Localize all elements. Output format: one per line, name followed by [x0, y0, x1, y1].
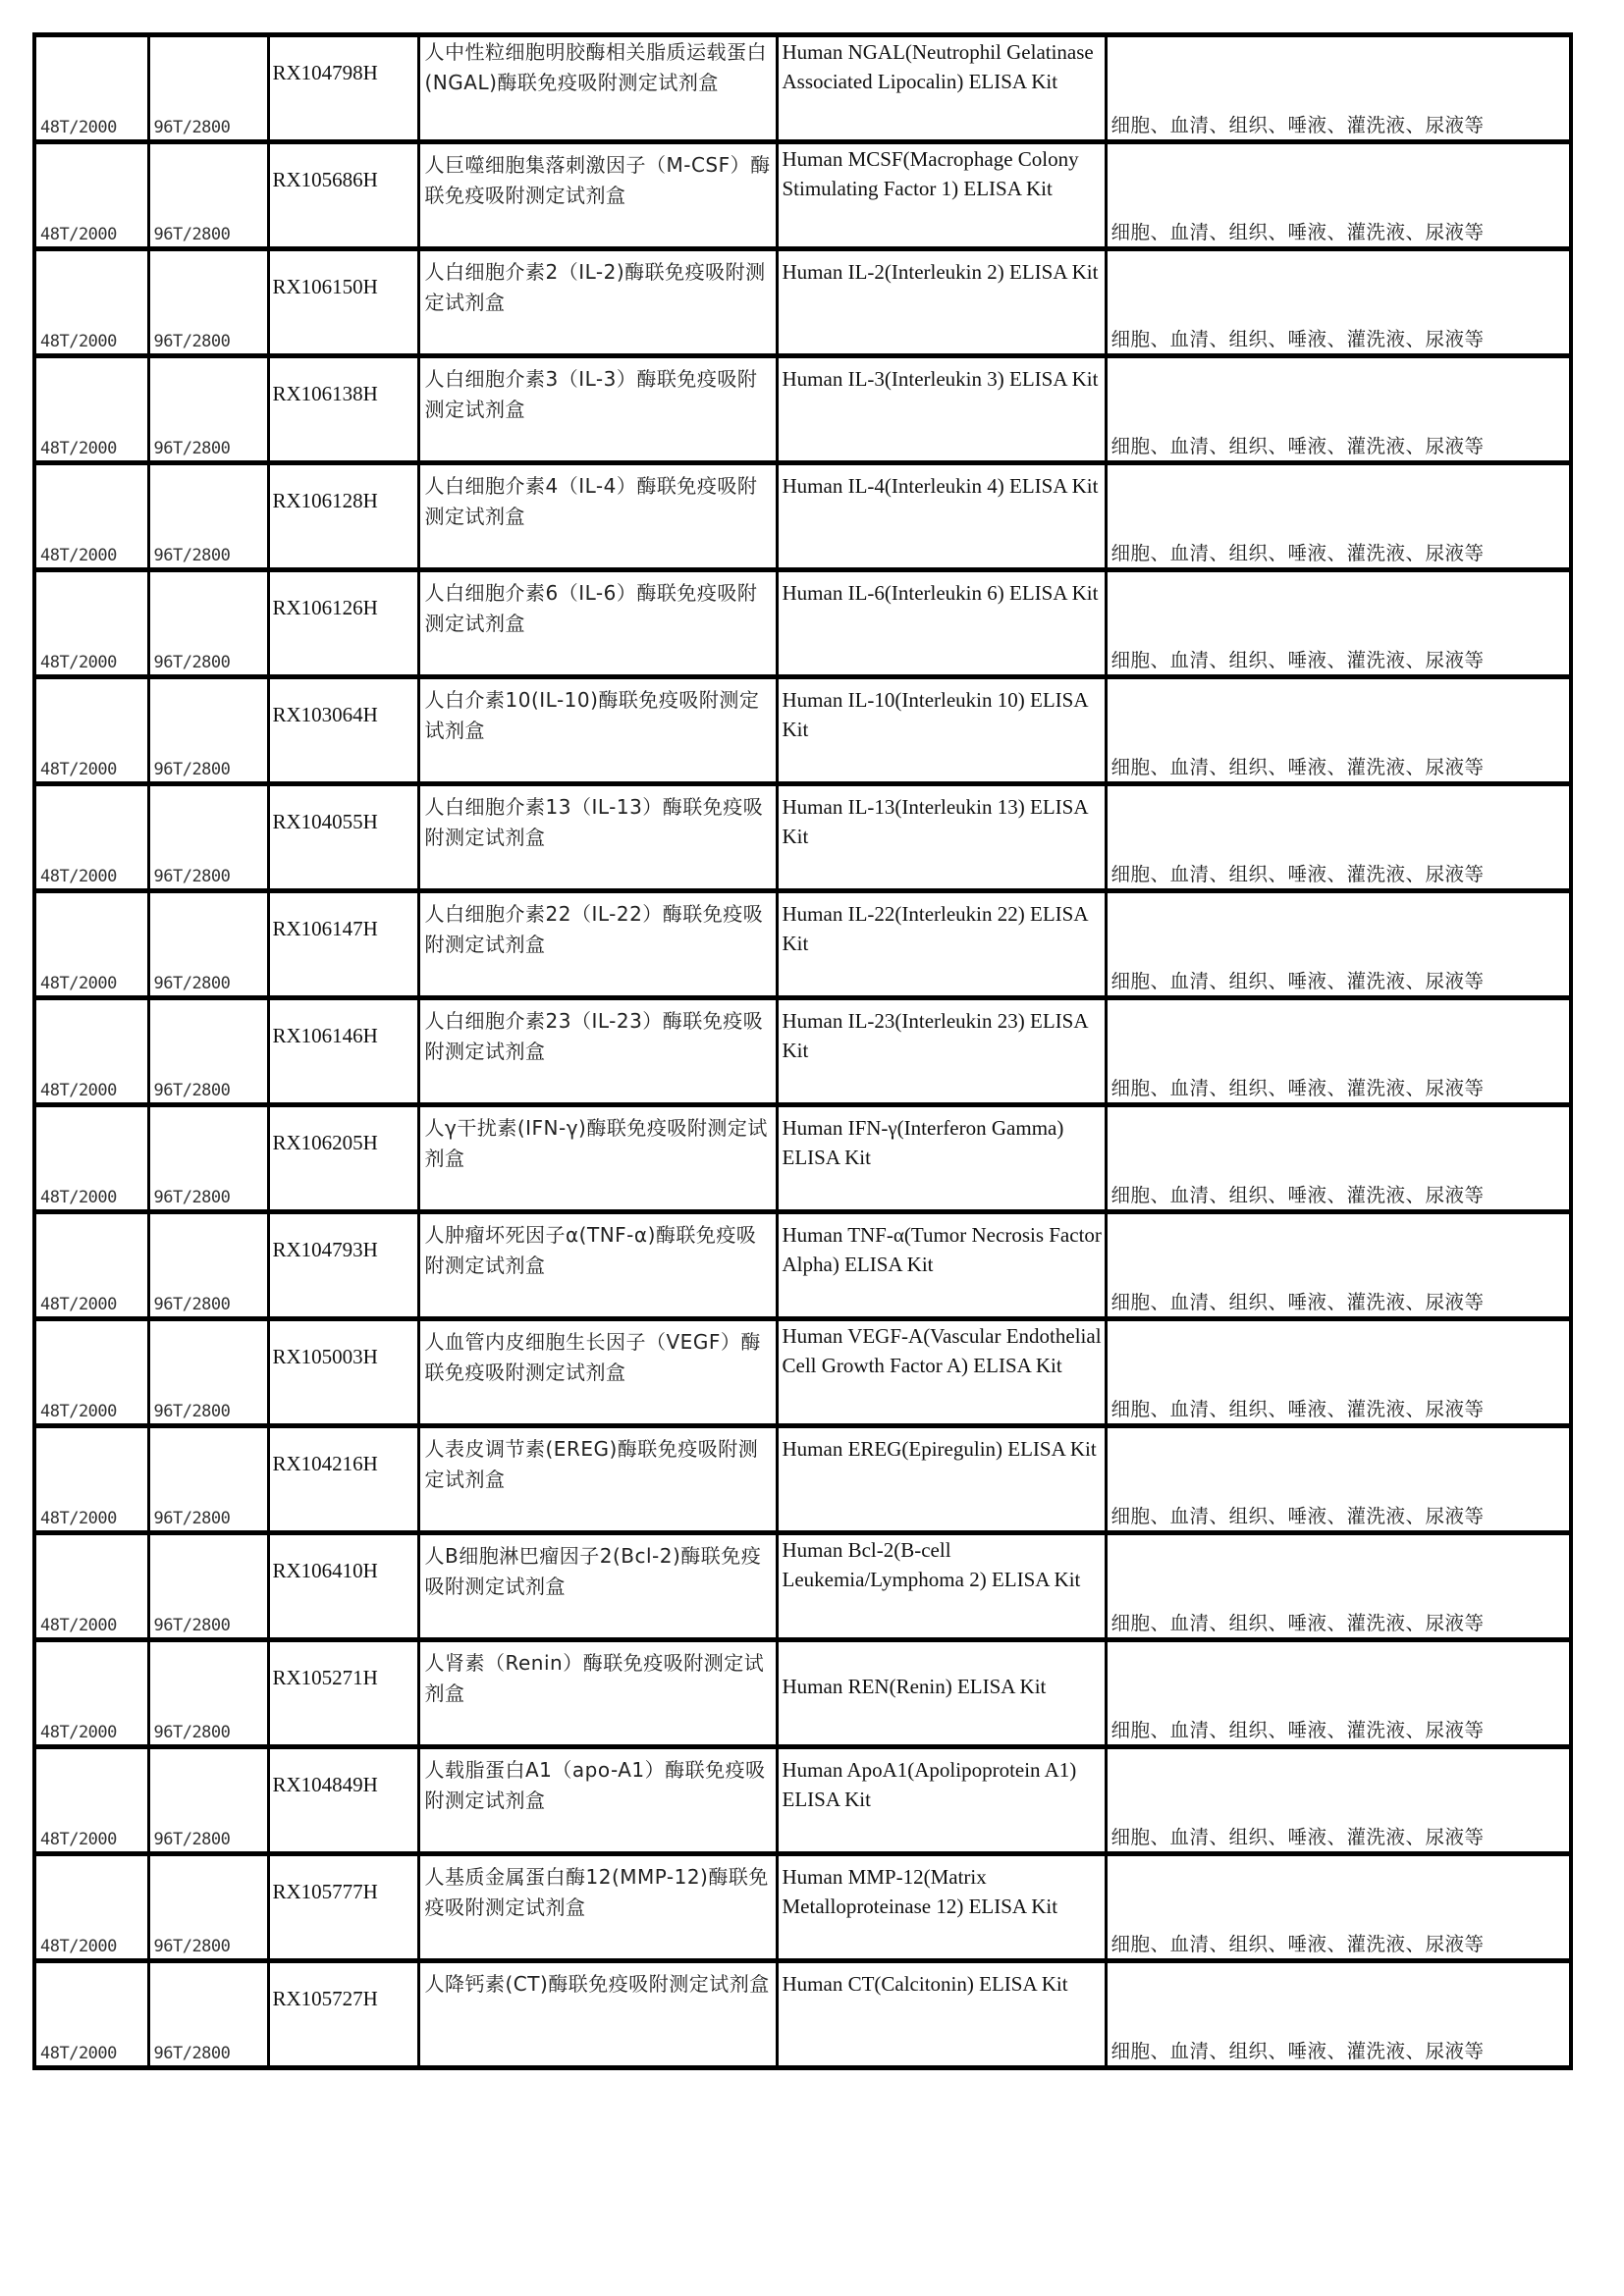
sample-types-cell	[1106, 891, 1571, 998]
spec-96: 96T/2800	[153, 760, 231, 779]
chinese-name-cell	[418, 1212, 777, 1319]
spec-96-cell	[148, 998, 268, 1105]
spec-96-cell	[148, 570, 268, 677]
sample-types: 细胞、血清、组织、唾液、灌洗液、尿液等	[1110, 1184, 1485, 1206]
english-name: Human REN(Renin) ELISA Kit	[782, 1675, 1047, 1698]
catalog-code-cell	[268, 249, 418, 356]
sample-types: 细胞、血清、组织、唾液、灌洗液、尿液等	[1110, 2040, 1485, 2062]
spec-48-cell	[34, 998, 148, 1105]
catalog-code: RX104849H	[272, 1773, 378, 1796]
spec-96: 96T/2800	[153, 1295, 231, 1314]
spec-96: 96T/2800	[153, 118, 231, 137]
sample-types-cell	[1106, 249, 1571, 356]
sample-types: 细胞、血清、组织、唾液、灌洗液、尿液等	[1110, 542, 1485, 564]
chinese-name: 人γ干扰素(IFN-γ)酶联免疫吸附测定试剂盒	[424, 1116, 768, 1170]
catalog-code-cell	[268, 1212, 418, 1319]
table-row	[34, 142, 1571, 249]
sample-types: 细胞、血清、组织、唾液、灌洗液、尿液等	[1110, 970, 1485, 992]
spec-96: 96T/2800	[153, 867, 231, 886]
catalog-code-cell	[268, 1533, 418, 1640]
spec-96-cell	[148, 249, 268, 356]
spec-48: 48T/2000	[40, 1402, 117, 1421]
sample-types: 细胞、血清、组织、唾液、灌洗液、尿液等	[1110, 1612, 1485, 1634]
sample-types-cell	[1106, 677, 1571, 784]
spec-48: 48T/2000	[40, 439, 117, 458]
english-name: Human IL-6(Interleukin 6) ELISA Kit	[782, 581, 1099, 605]
spec-48-cell	[34, 784, 148, 891]
english-name-cell	[777, 1426, 1106, 1533]
chinese-name-cell	[418, 142, 777, 249]
chinese-name: 人肿瘤坏死因子α(TNF-α)酶联免疫吸附测定试剂盒	[424, 1223, 757, 1277]
spec-48: 48T/2000	[40, 1081, 117, 1100]
table-row	[34, 1105, 1571, 1212]
english-name-cell	[777, 998, 1106, 1105]
catalog-code-cell	[268, 1105, 418, 1212]
spec-96: 96T/2800	[153, 1402, 231, 1421]
spec-48-cell	[34, 142, 148, 249]
english-name: Human IL-4(Interleukin 4) ELISA Kit	[782, 474, 1099, 498]
table-row	[34, 1319, 1571, 1426]
spec-96-cell	[148, 142, 268, 249]
catalog-code-cell	[268, 1747, 418, 1854]
english-name: Human IFN-γ(Interferon Gamma) ELISA Kit	[782, 1116, 1064, 1169]
table-row	[34, 784, 1571, 891]
catalog-code: RX105686H	[272, 168, 378, 191]
table-row	[34, 463, 1571, 570]
catalog-code-cell	[268, 570, 418, 677]
spec-48-cell	[34, 1961, 148, 2068]
spec-96: 96T/2800	[153, 653, 231, 672]
spec-96-cell	[148, 1105, 268, 1212]
spec-48-cell	[34, 1319, 148, 1426]
chinese-name: 人基质金属蛋白酶12(MMP-12)酶联免疫吸附测定试剂盒	[424, 1865, 769, 1919]
sample-types: 细胞、血清、组织、唾液、灌洗液、尿液等	[1110, 1719, 1485, 1741]
spec-48: 48T/2000	[40, 1937, 117, 1956]
table-row	[34, 998, 1571, 1105]
sample-types: 细胞、血清、组织、唾液、灌洗液、尿液等	[1110, 328, 1485, 350]
english-name-cell	[777, 1319, 1106, 1426]
spec-48-cell	[34, 570, 148, 677]
spec-48-cell	[34, 1747, 148, 1854]
chinese-name: 人白细胞介素3（IL-3）酶联免疫吸附测定试剂盒	[424, 367, 758, 421]
sample-types-cell	[1106, 1212, 1571, 1319]
english-name-cell	[777, 570, 1106, 677]
catalog-code-cell	[268, 1640, 418, 1747]
chinese-name: 人降钙素(CT)酶联免疫吸附测定试剂盒	[424, 1972, 770, 1996]
spec-48-cell	[34, 1426, 148, 1533]
spec-96-cell	[148, 784, 268, 891]
english-name: Human EREG(Epiregulin) ELISA Kit	[782, 1437, 1097, 1461]
chinese-name-cell	[418, 1854, 777, 1961]
chinese-name-cell	[418, 35, 777, 142]
spec-48: 48T/2000	[40, 332, 117, 351]
spec-48-cell	[34, 1212, 148, 1319]
chinese-name-cell	[418, 1640, 777, 1747]
english-name: Human TNF-α(Tumor Necrosis Factor Alpha) ELISA Kit	[782, 1223, 1102, 1276]
spec-48: 48T/2000	[40, 1509, 117, 1528]
sample-types: 细胞、血清、组织、唾液、灌洗液、尿液等	[1110, 114, 1485, 136]
spec-48-cell	[34, 1640, 148, 1747]
table-row	[34, 1426, 1571, 1533]
spec-48-cell	[34, 463, 148, 570]
catalog-code-cell	[268, 35, 418, 142]
spec-48: 48T/2000	[40, 974, 117, 993]
catalog-code: RX104055H	[272, 810, 378, 833]
sample-types-cell	[1106, 1426, 1571, 1533]
english-name-cell	[777, 249, 1106, 356]
sample-types-cell	[1106, 356, 1571, 463]
spec-48-cell	[34, 249, 148, 356]
chinese-name-cell	[418, 1747, 777, 1854]
english-name: Human IL-13(Interleukin 13) ELISA Kit	[782, 795, 1088, 848]
table-row	[34, 1854, 1571, 1961]
sample-types: 细胞、血清、组织、唾液、灌洗液、尿液等	[1110, 756, 1485, 778]
sample-types: 细胞、血清、组织、唾液、灌洗液、尿液等	[1110, 435, 1485, 457]
catalog-code: RX105003H	[272, 1345, 378, 1368]
spec-96-cell	[148, 1961, 268, 2068]
spec-96: 96T/2800	[153, 546, 231, 565]
english-name-cell	[777, 677, 1106, 784]
sample-types-cell	[1106, 142, 1571, 249]
english-name-cell	[777, 142, 1106, 249]
sample-types-cell	[1106, 463, 1571, 570]
table-row	[34, 1533, 1571, 1640]
spec-48: 48T/2000	[40, 760, 117, 779]
chinese-name-cell	[418, 1426, 777, 1533]
spec-48: 48T/2000	[40, 867, 117, 886]
catalog-code: RX105777H	[272, 1880, 378, 1903]
sample-types: 细胞、血清、组织、唾液、灌洗液、尿液等	[1110, 1505, 1485, 1527]
chinese-name: 人肾素（Renin）酶联免疫吸附测定试剂盒	[424, 1651, 765, 1705]
elisa-kit-table	[32, 32, 1573, 2070]
english-name-cell	[777, 1105, 1106, 1212]
spec-48: 48T/2000	[40, 1188, 117, 1207]
spec-96-cell	[148, 1640, 268, 1747]
sample-types-cell	[1106, 1533, 1571, 1640]
chinese-name: 人巨噬细胞集落刺激因子（M-CSF）酶联免疫吸附测定试剂盒	[424, 153, 771, 207]
catalog-code: RX106205H	[272, 1131, 378, 1154]
catalog-code: RX106147H	[272, 917, 378, 940]
chinese-name-cell	[418, 998, 777, 1105]
spec-96: 96T/2800	[153, 1509, 231, 1528]
english-name-cell	[777, 1747, 1106, 1854]
sample-types: 细胞、血清、组织、唾液、灌洗液、尿液等	[1110, 649, 1485, 671]
sample-types-cell	[1106, 35, 1571, 142]
catalog-code: RX106410H	[272, 1559, 378, 1582]
sample-types-cell	[1106, 784, 1571, 891]
catalog-code: RX106126H	[272, 596, 378, 619]
spec-96: 96T/2800	[153, 2044, 231, 2063]
spec-96: 96T/2800	[153, 225, 231, 244]
sample-types-cell	[1106, 1640, 1571, 1747]
spec-96-cell	[148, 1319, 268, 1426]
chinese-name-cell	[418, 1961, 777, 2068]
chinese-name: 人白细胞介素23（IL-23）酶联免疫吸附测定试剂盒	[424, 1009, 764, 1063]
chinese-name-cell	[418, 677, 777, 784]
sample-types-cell	[1106, 1854, 1571, 1961]
table-row	[34, 1961, 1571, 2068]
spec-96: 96T/2800	[153, 439, 231, 458]
english-name: Human IL-10(Interleukin 10) ELISA Kit	[782, 688, 1088, 741]
english-name-cell	[777, 1961, 1106, 2068]
english-name-cell	[777, 1640, 1106, 1747]
spec-96-cell	[148, 1426, 268, 1533]
chinese-name: 人白细胞介素13（IL-13）酶联免疫吸附测定试剂盒	[424, 795, 764, 849]
table-row	[34, 891, 1571, 998]
chinese-name: 人白细胞介素2（IL-2)酶联免疫吸附测定试剂盒	[424, 260, 766, 314]
english-name-cell	[777, 891, 1106, 998]
english-name-cell	[777, 356, 1106, 463]
english-name-cell	[777, 1854, 1106, 1961]
spec-96-cell	[148, 463, 268, 570]
sample-types-cell	[1106, 570, 1571, 677]
spec-96-cell	[148, 1533, 268, 1640]
sample-types-cell	[1106, 1747, 1571, 1854]
spec-48-cell	[34, 891, 148, 998]
spec-96-cell	[148, 35, 268, 142]
catalog-code: RX106146H	[272, 1024, 378, 1047]
table-row	[34, 35, 1571, 142]
catalog-code: RX106150H	[272, 275, 378, 298]
catalog-code: RX105271H	[272, 1666, 378, 1689]
english-name: Human ApoA1(Apolipoprotein A1) ELISA Kit	[782, 1758, 1077, 1811]
spec-48: 48T/2000	[40, 2044, 117, 2063]
spec-48: 48T/2000	[40, 1830, 117, 1849]
catalog-code: RX104216H	[272, 1452, 378, 1475]
english-name: Human Bcl-2(B-cell Leukemia/Lymphoma 2) ELISA Kit	[782, 1538, 1081, 1591]
catalog-code: RX104798H	[272, 61, 378, 84]
spec-96: 96T/2800	[153, 974, 231, 993]
spec-96: 96T/2800	[153, 1723, 231, 1742]
english-name: Human IL-2(Interleukin 2) ELISA Kit	[782, 260, 1099, 284]
english-name: Human VEGF-A(Vascular Endothelial Cell Growth Factor A) ELISA Kit	[782, 1324, 1102, 1377]
sample-types: 细胞、血清、组织、唾液、灌洗液、尿液等	[1110, 1398, 1485, 1420]
chinese-name-cell	[418, 1105, 777, 1212]
table-row	[34, 249, 1571, 356]
spec-96: 96T/2800	[153, 1616, 231, 1635]
spec-96: 96T/2800	[153, 1830, 231, 1849]
spec-96-cell	[148, 1747, 268, 1854]
chinese-name-cell	[418, 463, 777, 570]
catalog-code-cell	[268, 1854, 418, 1961]
spec-48: 48T/2000	[40, 225, 117, 244]
catalog-code-cell	[268, 998, 418, 1105]
spec-96-cell	[148, 1212, 268, 1319]
chinese-name-cell	[418, 1533, 777, 1640]
table-row	[34, 570, 1571, 677]
catalog-code-cell	[268, 1319, 418, 1426]
table-row	[34, 1747, 1571, 1854]
catalog-code-cell	[268, 677, 418, 784]
chinese-name-cell	[418, 1319, 777, 1426]
sample-types: 细胞、血清、组织、唾液、灌洗液、尿液等	[1110, 1826, 1485, 1848]
table-body	[34, 35, 1571, 2068]
catalog-code: RX106128H	[272, 489, 378, 512]
table-row	[34, 1212, 1571, 1319]
spec-48-cell	[34, 1854, 148, 1961]
table-row	[34, 356, 1571, 463]
spec-48: 48T/2000	[40, 546, 117, 565]
chinese-name: 人白细胞介素6（IL-6）酶联免疫吸附测定试剂盒	[424, 581, 758, 635]
chinese-name: 人B细胞淋巴瘤因子2(Bcl-2)酶联免疫吸附测定试剂盒	[424, 1544, 762, 1598]
english-name: Human MMP-12(Matrix Metalloproteinase 12) ELISA Kit	[782, 1865, 1058, 1918]
sample-types: 细胞、血清、组织、唾液、灌洗液、尿液等	[1110, 1291, 1485, 1313]
spec-96-cell	[148, 891, 268, 998]
spec-48-cell	[34, 35, 148, 142]
chinese-name-cell	[418, 249, 777, 356]
sample-types-cell	[1106, 998, 1571, 1105]
chinese-name-cell	[418, 570, 777, 677]
catalog-code: RX104793H	[272, 1238, 378, 1261]
english-name: Human IL-3(Interleukin 3) ELISA Kit	[782, 367, 1099, 391]
chinese-name-cell	[418, 356, 777, 463]
spec-96: 96T/2800	[153, 1081, 231, 1100]
spec-48: 48T/2000	[40, 1616, 117, 1635]
spec-48-cell	[34, 1533, 148, 1640]
english-name-cell	[777, 1533, 1106, 1640]
catalog-code-cell	[268, 356, 418, 463]
spec-48: 48T/2000	[40, 118, 117, 137]
chinese-name: 人表皮调节素(EREG)酶联免疫吸附测定试剂盒	[424, 1437, 759, 1491]
chinese-name-cell	[418, 784, 777, 891]
spec-96-cell	[148, 677, 268, 784]
spec-96: 96T/2800	[153, 332, 231, 351]
sample-types: 细胞、血清、组织、唾液、灌洗液、尿液等	[1110, 863, 1485, 885]
chinese-name-cell	[418, 891, 777, 998]
english-name: Human IL-23(Interleukin 23) ELISA Kit	[782, 1009, 1088, 1062]
sample-types-cell	[1106, 1105, 1571, 1212]
catalog-code: RX103064H	[272, 703, 378, 726]
spec-48-cell	[34, 356, 148, 463]
chinese-name: 人载脂蛋白A1（apo-A1）酶联免疫吸附测定试剂盒	[424, 1758, 766, 1812]
spec-96-cell	[148, 356, 268, 463]
english-name-cell	[777, 463, 1106, 570]
english-name: Human MCSF(Macrophage Colony Stimulating Factor 1) ELISA Kit	[782, 147, 1079, 200]
english-name-cell	[777, 35, 1106, 142]
spec-48: 48T/2000	[40, 653, 117, 672]
english-name: Human IL-22(Interleukin 22) ELISA Kit	[782, 902, 1088, 955]
catalog-code-cell	[268, 463, 418, 570]
catalog-code-cell	[268, 1961, 418, 2068]
catalog-code-cell	[268, 1426, 418, 1533]
english-name-cell	[777, 1212, 1106, 1319]
catalog-code: RX105727H	[272, 1987, 378, 2010]
spec-96-cell	[148, 1854, 268, 1961]
chinese-name: 人中性粒细胞明胶酶相关脂质运载蛋白(NGAL)酶联免疫吸附测定试剂盒	[424, 40, 767, 94]
english-name: Human CT(Calcitonin) ELISA Kit	[782, 1972, 1068, 1996]
sample-types-cell	[1106, 1319, 1571, 1426]
chinese-name: 人血管内皮细胞生长因子（VEGF）酶联免疫吸附测定试剂盒	[424, 1330, 761, 1384]
sample-types: 细胞、血清、组织、唾液、灌洗液、尿液等	[1110, 221, 1485, 243]
sample-types: 细胞、血清、组织、唾液、灌洗液、尿液等	[1110, 1933, 1485, 1955]
spec-96: 96T/2800	[153, 1188, 231, 1207]
sample-types: 细胞、血清、组织、唾液、灌洗液、尿液等	[1110, 1077, 1485, 1099]
table-row	[34, 677, 1571, 784]
chinese-name: 人白细胞介素4（IL-4）酶联免疫吸附测定试剂盒	[424, 474, 758, 528]
catalog-code: RX106138H	[272, 382, 378, 405]
spec-48-cell	[34, 677, 148, 784]
spec-48: 48T/2000	[40, 1295, 117, 1314]
table-row	[34, 1640, 1571, 1747]
catalog-code-cell	[268, 784, 418, 891]
english-name: Human NGAL(Neutrophil Gelatinase Associated Lipocalin) ELISA Kit	[782, 40, 1094, 93]
catalog-code-cell	[268, 891, 418, 998]
spec-48-cell	[34, 1105, 148, 1212]
spec-96: 96T/2800	[153, 1937, 231, 1956]
spec-48: 48T/2000	[40, 1723, 117, 1742]
english-name-cell	[777, 784, 1106, 891]
sample-types-cell	[1106, 1961, 1571, 2068]
catalog-code-cell	[268, 142, 418, 249]
chinese-name: 人白细胞介素22（IL-22）酶联免疫吸附测定试剂盒	[424, 902, 764, 956]
chinese-name: 人白介素10(IL-10)酶联免疫吸附测定试剂盒	[424, 688, 760, 742]
